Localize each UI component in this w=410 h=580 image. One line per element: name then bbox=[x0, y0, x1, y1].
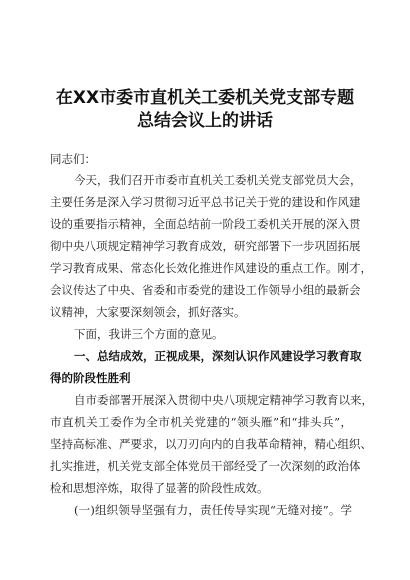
document-title-line-2: 总结会议上的讲话 bbox=[137, 111, 273, 131]
body-line: 今天，我们召开市委市直机关工委机关党支部党员大会， bbox=[74, 173, 362, 187]
body-line: 检和思想淬炼，取得了显著的阶段性成效。 bbox=[50, 481, 269, 495]
section-heading-line-1: 一、总结成效，正视成果，深刻认识作风建设学习教育取 bbox=[74, 349, 362, 363]
body-line: 学习教育成果、常态化长效化推进作风建设的重点工作。刚才， bbox=[50, 261, 372, 275]
body-line: 自市委部署开展深入贯彻中央八项规定精神学习教育以来， bbox=[74, 393, 373, 407]
body-line: 议精神，大家要深刻领会，抓好落实。 bbox=[50, 305, 246, 319]
subsection-heading: (一)组织领导坚强有力，责任传导实现“无缝对接”。学 bbox=[74, 503, 352, 517]
document-title-line-1: 在XX市委市直机关工委机关党支部专题 bbox=[55, 88, 355, 108]
salutation: 同志们： bbox=[50, 152, 96, 166]
section-heading-line-2: 得的阶段性胜利 bbox=[50, 371, 131, 385]
body-line: 坚持高标准、严要求，以刀刃向内的自我革命精神，精心组织、 bbox=[50, 437, 372, 451]
body-line: 会议传达了中央、省委和市委党的建设工作领导小组的最新会 bbox=[50, 283, 361, 297]
body-line: 设的重要指示精神，全面总结前一阶段工委机关开展的深入贯 bbox=[50, 217, 361, 231]
body-line: 主要任务是深入学习贯彻习近平总书记关于党的建设和作风建 bbox=[50, 195, 361, 209]
body-line: 下面，我讲三个方面的意见。 bbox=[74, 327, 224, 341]
body-line: 扎实推进，机关党支部全体党员干部经受了一次深刻的政治体 bbox=[50, 459, 361, 473]
body-line: 市直机关工委作为全市机关党建的“领头雁”和“排头兵”， bbox=[50, 415, 352, 429]
body-line: 彻中央八项规定精神学习教育成效，研究部署下一步巩固拓展 bbox=[50, 239, 361, 253]
